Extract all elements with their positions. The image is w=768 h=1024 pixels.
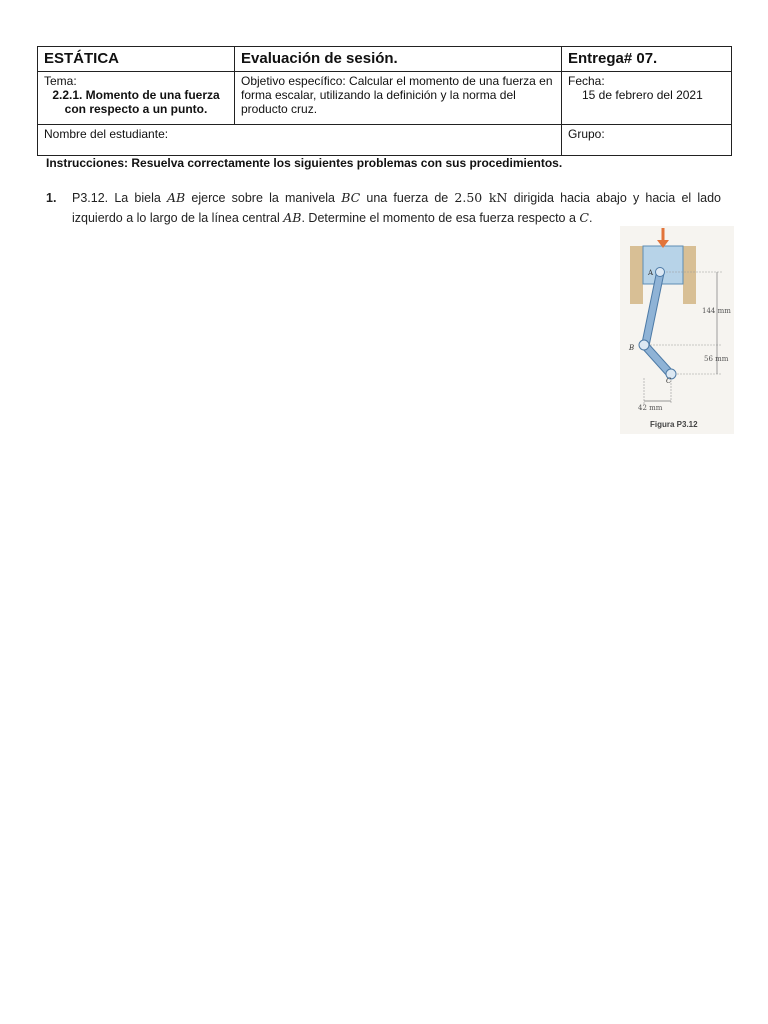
dim-56-label: 56 mm (704, 355, 729, 363)
objective-text: Objetivo específico: Calcular el momento de una fuerza en forma escalar, utilizando la definición y la norma del producto cruz. (241, 74, 553, 116)
tema-cell (38, 72, 235, 125)
label-c: C (666, 377, 672, 385)
cylinder-wall-right (683, 246, 696, 304)
problem-number: 1. (46, 191, 57, 205)
piston-crank-figure (620, 226, 734, 434)
tema-label: Tema: (44, 74, 77, 88)
group-label: Grupo: (568, 127, 605, 141)
pin-b (639, 340, 649, 350)
evaluation-title: Evaluación de sesión. (241, 50, 398, 67)
problem-text-part: ejerce sobre la manivela (185, 191, 342, 205)
problem-text (72, 188, 721, 228)
course-cell (38, 47, 235, 72)
evaluation-cell (235, 47, 562, 72)
instructions: Instrucciones: Resuelva correctamente los siguientes problemas con sus procedimientos. (46, 156, 563, 170)
student-name-cell[interactable] (38, 125, 562, 156)
fecha-value: 15 de febrero del 2021 (582, 88, 703, 102)
header-table (37, 46, 732, 156)
dim-144-label: 144 mm (702, 307, 731, 315)
cylinder-wall-left (630, 246, 643, 304)
student-name-label: Nombre del estudiante: (44, 127, 169, 141)
pin-a (656, 268, 665, 277)
tema-value: 2.2.1. Momento de una fuerza con respecto a un punto. (52, 88, 220, 116)
figure-caption: Figura P3.12 (650, 420, 698, 429)
fecha-label: Fecha: (568, 74, 605, 88)
problem-text-part: . Determine el momento de esa fuerza respecto a (301, 211, 580, 225)
delivery-cell (562, 47, 732, 72)
var-ab: AB (167, 190, 186, 205)
label-a: A (648, 269, 654, 277)
var-bc: BC (341, 190, 361, 205)
problem-text-part: . (588, 211, 593, 225)
fecha-cell (562, 72, 732, 125)
problem-text-part: dirigida hacia abajo y hacia el lado izquierdo a lo largo de la línea central (72, 191, 721, 225)
objective-cell (235, 72, 562, 125)
group-cell[interactable] (562, 125, 732, 156)
label-b: B (629, 344, 635, 352)
dim-42-label: 42 mm (638, 404, 663, 412)
problem-1 (46, 188, 721, 228)
delivery-number: Entrega# 07. (568, 50, 658, 67)
course-title: ESTÁTICA (44, 50, 119, 67)
problem-text-part: P3.12. La biela (72, 191, 167, 205)
var-c: C (579, 210, 589, 225)
force-value: 2.50 kN (454, 190, 508, 205)
var-ab-2: AB (283, 210, 302, 225)
problem-text-part: una fuerza de (360, 191, 455, 205)
